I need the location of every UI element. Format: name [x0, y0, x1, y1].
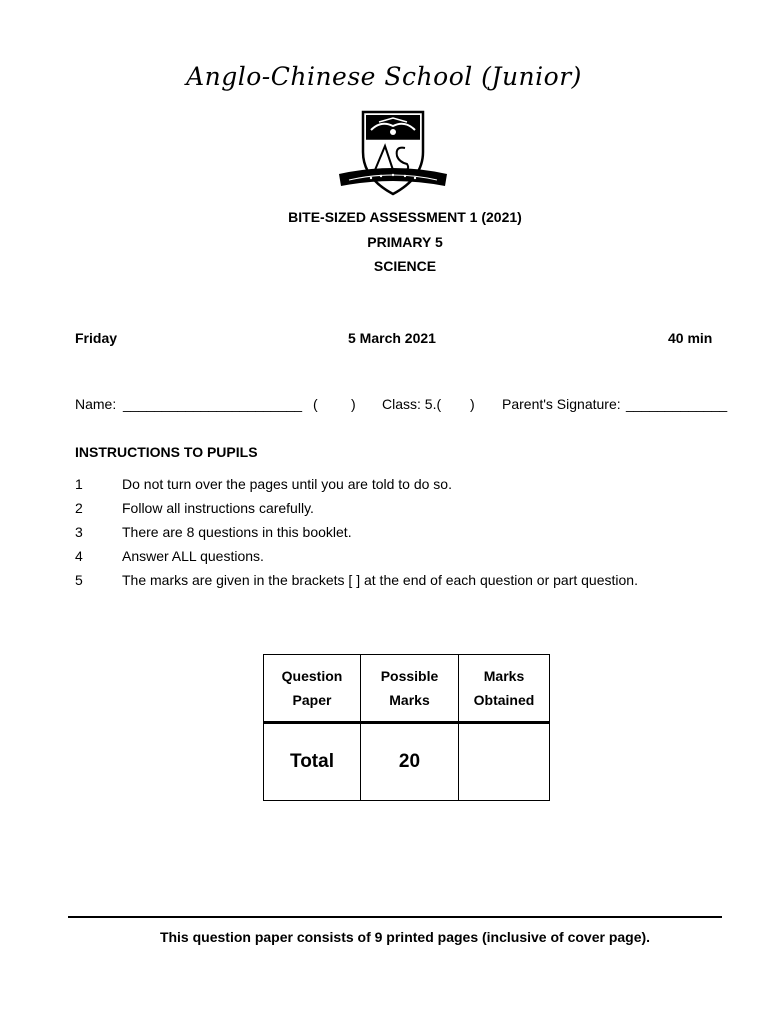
header-line: Marks [389, 692, 430, 708]
instruction-number: 4 [75, 548, 83, 564]
class-close: ) [470, 396, 475, 412]
name-label: Name: [75, 396, 117, 412]
marks-table [263, 654, 550, 801]
exam-date: 5 March 2021 [348, 330, 436, 346]
total-marks-obtained-cell[interactable] [459, 723, 550, 801]
instruction-number: 2 [75, 500, 83, 516]
instruction-text: Do not turn over the pages until you are told to do so. [122, 476, 452, 492]
header-line: Paper [292, 692, 332, 708]
header-line: Question [281, 668, 343, 684]
instruction-number: 5 [75, 572, 83, 588]
school-crest-logo [335, 108, 451, 200]
footer-page-count: This question paper consists of 9 printed pages (inclusive of cover page). [159, 929, 651, 945]
school-name: Anglo-Chinese School (Junior) [186, 62, 582, 91]
level-title: PRIMARY 5 [367, 234, 443, 250]
total-label: Total [264, 723, 361, 801]
signature-field[interactable]: _____________ [626, 396, 728, 412]
subject-title: SCIENCE [373, 258, 437, 274]
class-label[interactable]: Class: 5.( [382, 396, 442, 412]
marks-table-header-row [264, 655, 550, 723]
instruction-number: 3 [75, 524, 83, 540]
register-number-close: ) [351, 396, 356, 412]
instruction-number: 1 [75, 476, 83, 492]
marks-table-total-row [264, 723, 550, 801]
signature-label: Parent's Signature: [502, 396, 621, 412]
name-field[interactable]: _______________________ [123, 396, 303, 412]
total-possible-marks: 20 [361, 723, 459, 801]
exam-duration: 40 min [668, 330, 713, 346]
instruction-text: The marks are given in the brackets [ ] at the end of each question or part question. [122, 572, 638, 588]
assessment-title: BITE-SIZED ASSESSMENT 1 (2021) [288, 209, 522, 225]
footer-divider [68, 916, 722, 918]
register-number-open: ( [313, 396, 318, 412]
header-line: Marks [483, 668, 525, 684]
instructions-title: INSTRUCTIONS TO PUPILS [75, 444, 258, 460]
header-line: Obtained [473, 692, 535, 708]
exam-day: Friday [75, 330, 118, 346]
instruction-text: Follow all instructions carefully. [122, 500, 314, 516]
instruction-text: Answer ALL questions. [122, 548, 264, 564]
header-possible-marks [361, 655, 459, 723]
instruction-text: There are 8 questions in this booklet. [122, 524, 352, 540]
header-line: Possible [380, 668, 439, 684]
header-marks-obtained [459, 655, 550, 723]
header-question-paper [264, 655, 361, 723]
